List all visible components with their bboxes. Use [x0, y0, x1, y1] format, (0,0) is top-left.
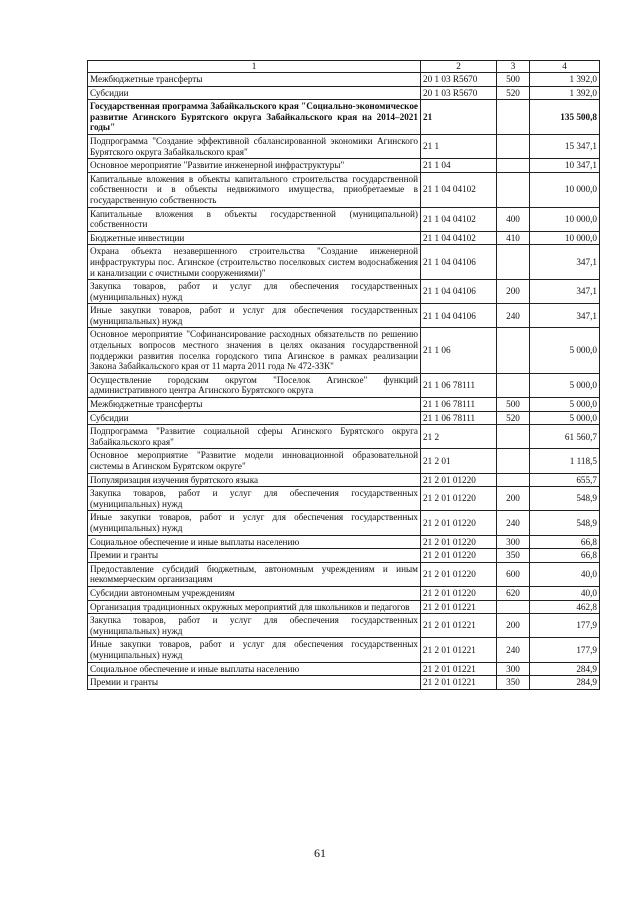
row-code-cell: 21 2 01 01220	[421, 549, 497, 563]
row-name-cell: Закупка товаров, работ и услуг для обеспечения государственных (муниципальных) нужд	[88, 280, 421, 304]
row-code-cell: 21 2 01 01220	[421, 511, 497, 535]
row-sum-cell: 1 392,0	[530, 73, 600, 87]
row-sum-cell: 548,9	[530, 511, 600, 535]
row-name-cell: Иные закупки товаров, работ и услуг для обеспечения государственных (муниципальных) нужд	[88, 638, 421, 662]
row-sum-cell: 177,9	[530, 614, 600, 638]
row-code-cell: 21 1 06 78111	[421, 373, 497, 397]
table-row	[88, 600, 600, 614]
row-vr-cell	[497, 134, 530, 158]
row-name-cell: Субсидии автономным учреждениям	[88, 586, 421, 600]
row-sum-cell: 10 000,0	[530, 231, 600, 245]
row-sum-cell: 284,9	[530, 676, 600, 690]
table-row	[88, 449, 600, 473]
row-vr-cell: 240	[497, 304, 530, 328]
row-name-cell: Закупка товаров, работ и услуг для обеспечения государственных (муниципальных) нужд	[88, 614, 421, 638]
row-name-cell: Подпрограмма "Создание эффективной сбалансированной экономики Агинского Бурятского округа Забайкальского края"	[88, 134, 421, 158]
row-code-cell: 21 2 01 01221	[421, 638, 497, 662]
row-name-cell: Капитальные вложения в объекты капитального строительства государственной собственности и в объекты недвижимого имущества, приобретаемые в государственную собственность	[88, 172, 421, 207]
row-code-cell: 21 1 04 04106	[421, 304, 497, 328]
table-row	[88, 207, 600, 231]
row-code-cell: 21 2 01 01220	[421, 586, 497, 600]
row-vr-cell: 350	[497, 676, 530, 690]
row-name-cell: Охрана объекта незавершенного строительства "Создание инженерной инфраструктуры пос. Агинское (строительство поселковых систем водоснабжения и канализации с очистными сооружениями)"	[88, 245, 421, 280]
row-code-cell: 21 2 01 01221	[421, 662, 497, 676]
table-row	[88, 159, 600, 173]
row-vr-cell: 300	[497, 535, 530, 549]
row-name-cell: Основное мероприятие "Развитие модели инновационной образовательной системы в Агинском Бурятском округе"	[88, 449, 421, 473]
header-cell-name: 1	[88, 61, 421, 73]
row-name-cell: Межбюджетные трансферты	[88, 73, 421, 87]
row-sum-cell: 5 000,0	[530, 411, 600, 425]
row-code-cell: 21 1 06 78111	[421, 411, 497, 425]
table-row	[88, 280, 600, 304]
row-vr-cell: 500	[497, 73, 530, 87]
row-sum-cell: 10 347,1	[530, 159, 600, 173]
row-name-cell: Иные закупки товаров, работ и услуг для обеспечения государственных (муниципальных) нужд	[88, 511, 421, 535]
table-row	[88, 487, 600, 511]
table-body	[88, 73, 600, 690]
row-code-cell: 21 1 04 04102	[421, 207, 497, 231]
row-code-cell: 21	[421, 100, 497, 135]
row-name-cell: Субсидии	[88, 411, 421, 425]
table-row	[88, 662, 600, 676]
row-code-cell: 20 1 03 R5670	[421, 86, 497, 100]
table-row	[88, 562, 600, 586]
row-code-cell: 21 1 06 78111	[421, 398, 497, 412]
row-sum-cell: 40,0	[530, 586, 600, 600]
row-vr-cell	[497, 449, 530, 473]
table-row	[88, 473, 600, 487]
table-row	[88, 425, 600, 449]
row-sum-cell: 347,1	[530, 280, 600, 304]
row-vr-cell: 520	[497, 86, 530, 100]
row-sum-cell: 548,9	[530, 487, 600, 511]
row-vr-cell	[497, 328, 530, 373]
page-number: 61	[314, 846, 326, 860]
row-vr-cell: 500	[497, 398, 530, 412]
row-code-cell: 21 2	[421, 425, 497, 449]
row-vr-cell: 240	[497, 511, 530, 535]
row-code-cell: 21 2 01 01220	[421, 562, 497, 586]
row-vr-cell	[497, 100, 530, 135]
row-vr-cell	[497, 373, 530, 397]
row-name-cell: Премии и гранты	[88, 676, 421, 690]
table-row	[88, 86, 600, 100]
row-code-cell: 21 1 04 04102	[421, 172, 497, 207]
row-code-cell: 21 2 01 01220	[421, 473, 497, 487]
row-vr-cell: 240	[497, 638, 530, 662]
row-sum-cell: 347,1	[530, 245, 600, 280]
row-code-cell: 21 2 01	[421, 449, 497, 473]
row-vr-cell	[497, 172, 530, 207]
row-code-cell: 21 2 01 01221	[421, 600, 497, 614]
row-name-cell: Предоставление субсидий бюджетным, автономным учреждениям и иным некоммерческим организациям	[88, 562, 421, 586]
row-name-cell: Организация традиционных окружных мероприятий для школьников и педагогов	[88, 600, 421, 614]
row-sum-cell: 655,7	[530, 473, 600, 487]
row-vr-cell: 300	[497, 662, 530, 676]
row-name-cell: Осуществление городским округом "Поселок Агинское" функций административного центра Агинского Бурятского округа	[88, 373, 421, 397]
row-vr-cell: 410	[497, 231, 530, 245]
row-name-cell: Социальное обеспечение и иные выплаты населению	[88, 535, 421, 549]
table-row	[88, 549, 600, 563]
table-row	[88, 535, 600, 549]
table-row	[88, 172, 600, 207]
row-code-cell: 21 1 04 04102	[421, 231, 497, 245]
header-cell-vr: 3	[497, 61, 530, 73]
table-row	[88, 304, 600, 328]
row-vr-cell: 620	[497, 586, 530, 600]
row-sum-cell: 15 347,1	[530, 134, 600, 158]
row-sum-cell: 462,8	[530, 600, 600, 614]
row-vr-cell	[497, 245, 530, 280]
row-vr-cell: 520	[497, 411, 530, 425]
table-row	[88, 134, 600, 158]
row-name-cell: Основное мероприятие "Развитие инженерной инфраструктуры"	[88, 159, 421, 173]
table-row	[88, 511, 600, 535]
row-sum-cell: 5 000,0	[530, 328, 600, 373]
row-vr-cell	[497, 159, 530, 173]
table-row	[88, 73, 600, 87]
row-vr-cell	[497, 600, 530, 614]
table-row	[88, 638, 600, 662]
row-name-cell: Иные закупки товаров, работ и услуг для обеспечения государственных (муниципальных) нужд	[88, 304, 421, 328]
row-code-cell: 21 1 04	[421, 159, 497, 173]
row-vr-cell	[497, 473, 530, 487]
row-code-cell: 21 2 01 01220	[421, 487, 497, 511]
row-name-cell: Основное мероприятие "Софинансирование расходных обязательств по решению отдельных вопросов местного значения в целях оказания государственной поддержки развития поселка городского типа Агинское в рамках реализации Закона Забайкальского края от 11 марта 2011 года № 472-ЗЗК"	[88, 328, 421, 373]
row-vr-cell: 350	[497, 549, 530, 563]
table-row	[88, 373, 600, 397]
row-name-cell: Премии и гранты	[88, 549, 421, 563]
table-row	[88, 411, 600, 425]
row-name-cell: Бюджетные инвестиции	[88, 231, 421, 245]
row-sum-cell: 66,8	[530, 535, 600, 549]
row-code-cell: 21 1 04 04106	[421, 280, 497, 304]
table-row	[88, 614, 600, 638]
row-code-cell: 21 1 06	[421, 328, 497, 373]
row-sum-cell: 177,9	[530, 638, 600, 662]
table-row	[88, 231, 600, 245]
row-name-cell: Социальное обеспечение и иные выплаты населению	[88, 662, 421, 676]
row-name-cell: Капитальные вложения в объекты государственной (муниципальной) собственности	[88, 207, 421, 231]
row-sum-cell: 66,8	[530, 549, 600, 563]
row-vr-cell: 200	[497, 280, 530, 304]
row-sum-cell: 1 392,0	[530, 86, 600, 100]
row-sum-cell: 1 118,5	[530, 449, 600, 473]
row-sum-cell: 5 000,0	[530, 373, 600, 397]
row-name-cell: Популяризация изучения бурятского языка	[88, 473, 421, 487]
table-row	[88, 328, 600, 373]
row-sum-cell: 61 560,7	[530, 425, 600, 449]
table-row	[88, 586, 600, 600]
row-sum-cell: 40,0	[530, 562, 600, 586]
row-code-cell: 21 2 01 01221	[421, 614, 497, 638]
header-cell-sum: 4	[530, 61, 600, 73]
row-sum-cell: 10 000,0	[530, 207, 600, 231]
budget-table	[87, 60, 600, 690]
row-sum-cell: 10 000,0	[530, 172, 600, 207]
row-name-cell: Государственная программа Забайкальского края "Социально-экономическое развитие Агинского Бурятского округа Забайкальского края на 2014–2021 годы"	[88, 100, 421, 135]
row-vr-cell	[497, 425, 530, 449]
row-sum-cell: 5 000,0	[530, 398, 600, 412]
row-name-cell: Субсидии	[88, 86, 421, 100]
header-row	[88, 61, 600, 73]
row-sum-cell: 135 500,8	[530, 100, 600, 135]
row-vr-cell: 200	[497, 614, 530, 638]
row-code-cell: 21 2 01 01220	[421, 535, 497, 549]
row-code-cell: 21 1 04 04106	[421, 245, 497, 280]
table-row	[88, 676, 600, 690]
row-sum-cell: 347,1	[530, 304, 600, 328]
row-vr-cell: 200	[497, 487, 530, 511]
header-cell-code: 2	[421, 61, 497, 73]
row-vr-cell: 400	[497, 207, 530, 231]
row-code-cell: 20 1 03 R5670	[421, 73, 497, 87]
row-name-cell: Закупка товаров, работ и услуг для обеспечения государственных (муниципальных) нужд	[88, 487, 421, 511]
row-sum-cell: 284,9	[530, 662, 600, 676]
row-code-cell: 21 2 01 01221	[421, 676, 497, 690]
row-vr-cell: 600	[497, 562, 530, 586]
table-row	[88, 245, 600, 280]
table-row	[88, 398, 600, 412]
table-row	[88, 100, 600, 135]
row-name-cell: Подпрограмма "Развитие социальной сферы Агинского Бурятского округа Забайкальского края"	[88, 425, 421, 449]
row-code-cell: 21 1	[421, 134, 497, 158]
row-name-cell: Межбюджетные трансферты	[88, 398, 421, 412]
